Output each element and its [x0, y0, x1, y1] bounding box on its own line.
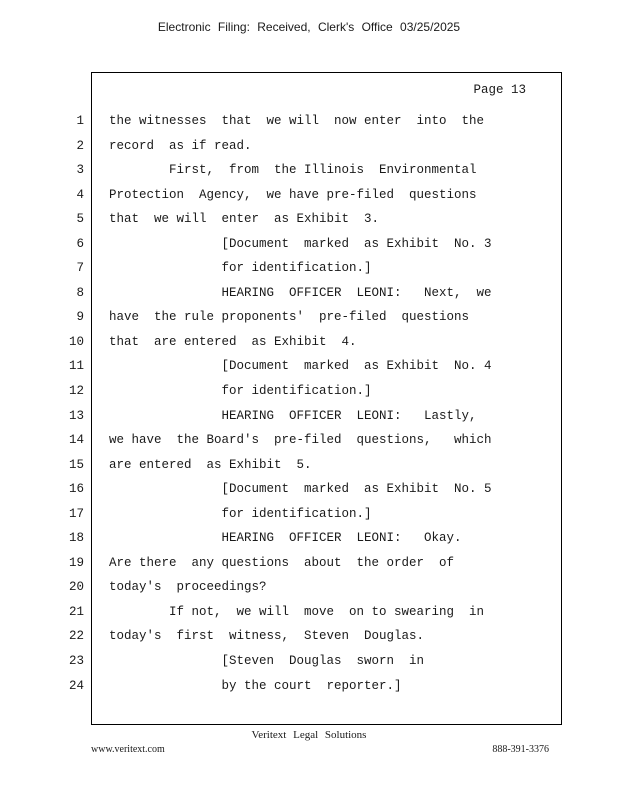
line-number: 23 [68, 654, 84, 669]
line-number: 9 [76, 310, 84, 325]
line-number: 10 [68, 334, 84, 349]
transcript-line: First, from the Illinois Environmental [109, 163, 477, 178]
transcript-line: Protection Agency, we have pre-filed questions [109, 187, 477, 202]
line-number: 17 [68, 506, 84, 521]
footer-website: www.veritext.com [91, 744, 165, 755]
line-number: 1 [76, 114, 84, 128]
transcript-line: HEARING OFFICER LEONI: Next, we [109, 285, 492, 300]
transcript-line: today's first witness, Steven Douglas. [109, 629, 425, 644]
transcript-line: record as if read. [109, 138, 252, 153]
line-number: 24 [68, 678, 84, 693]
line-number: 7 [76, 261, 84, 276]
line-number: 16 [68, 482, 84, 497]
transcript-line: HEARING OFFICER LEONI: Lastly, [109, 408, 477, 423]
line-number: 18 [68, 531, 84, 546]
line-number: 8 [76, 285, 84, 300]
line-number: 2 [76, 138, 84, 153]
line-number: 12 [68, 384, 84, 399]
transcript-line: that we will enter as Exhibit 3. [109, 212, 380, 227]
transcript-line: [Steven Douglas sworn in [109, 654, 425, 669]
transcript-line: [Document marked as Exhibit No. 3 [109, 236, 492, 251]
transcript-line: that are entered as Exhibit 4. [109, 334, 357, 349]
electronic-filing-stamp: Electronic Filing: Received, Clerk's Office 03/25/2025 [157, 20, 461, 34]
transcript-line: [Document marked as Exhibit No. 5 [109, 482, 492, 497]
page-number: Page 13 [473, 83, 526, 97]
transcript-line: If not, we will move on to swearing in [109, 604, 485, 619]
footer-company: Veritext Legal Solutions [251, 729, 367, 741]
transcript-line: HEARING OFFICER LEONI: Okay. [109, 531, 462, 546]
line-number: 5 [76, 212, 84, 227]
line-number: 3 [76, 163, 84, 178]
line-number: 15 [68, 457, 84, 472]
transcript-line: we have the Board's pre-filed questions, which [109, 433, 492, 448]
transcript-line: have the rule proponents' pre-filed questions [109, 310, 470, 325]
line-number: 11 [68, 359, 84, 374]
transcript-line: for identification.] [109, 261, 372, 276]
line-number: 6 [76, 236, 84, 251]
line-number: 20 [68, 580, 84, 595]
transcript-line: for identification.] [109, 506, 372, 521]
transcript-line: today's proceedings? [109, 580, 267, 595]
line-number: 14 [68, 433, 84, 448]
transcript-line: the witnesses that we will now enter into the [109, 114, 485, 128]
line-number: 19 [68, 555, 84, 570]
transcript-body [109, 112, 549, 701]
line-number-column [56, 112, 84, 701]
transcript-line: Are there any questions about the order of [109, 555, 455, 570]
line-number: 21 [68, 604, 84, 619]
transcript-line: for identification.] [109, 384, 372, 399]
footer-phone: 888-391-3376 [492, 744, 549, 755]
line-number: 22 [68, 629, 84, 644]
line-number: 4 [76, 187, 84, 202]
line-number: 13 [68, 408, 84, 423]
transcript-line: [Document marked as Exhibit No. 4 [109, 359, 492, 374]
transcript-line: by the court reporter.] [109, 678, 402, 693]
transcript-line: are entered as Exhibit 5. [109, 457, 312, 472]
